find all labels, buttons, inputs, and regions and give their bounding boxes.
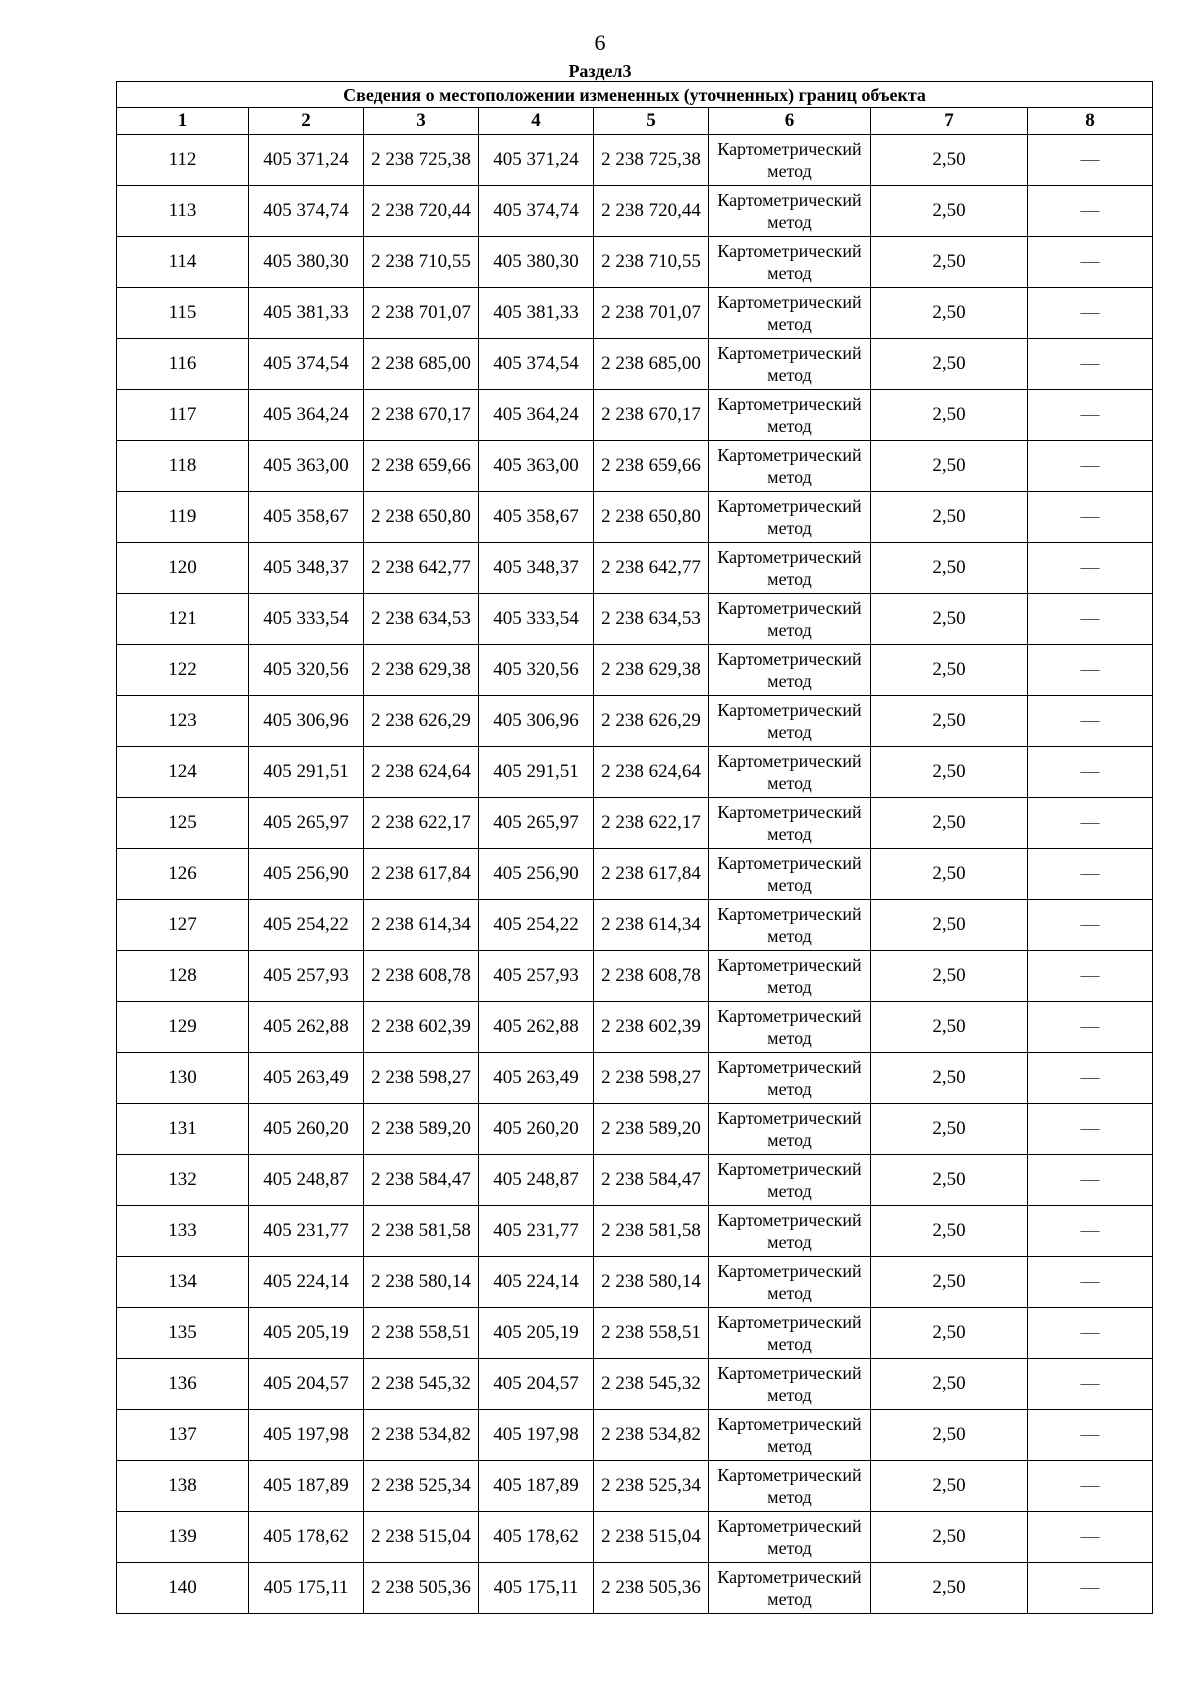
x-refined-cell: 405 364,24 — [479, 390, 594, 441]
table-row — [117, 696, 1153, 747]
accuracy-cell: 2,50 — [871, 543, 1028, 594]
method-cell: Картометрический метод — [709, 1053, 871, 1104]
point-number-cell: 123 — [117, 696, 249, 747]
y-refined-cell: 2 238 624,64 — [594, 747, 709, 798]
column-header: 6 — [709, 108, 871, 135]
method-cell: Картометрический метод — [709, 645, 871, 696]
accuracy-cell: 2,50 — [871, 1359, 1028, 1410]
y-refined-cell: 2 238 581,58 — [594, 1206, 709, 1257]
y-existing-cell: 2 238 650,80 — [364, 492, 479, 543]
x-existing-cell: 405 320,56 — [249, 645, 364, 696]
method-cell: Картометрический метод — [709, 900, 871, 951]
method-cell: Картометрический метод — [709, 1257, 871, 1308]
x-existing-cell: 405 371,24 — [249, 135, 364, 186]
point-number-cell: 135 — [117, 1308, 249, 1359]
method-cell: Картометрический метод — [709, 696, 871, 747]
point-number-cell: 138 — [117, 1461, 249, 1512]
x-existing-cell: 405 374,54 — [249, 339, 364, 390]
table-row — [117, 1461, 1153, 1512]
x-existing-cell: 405 256,90 — [249, 849, 364, 900]
method-cell: Картометрический метод — [709, 1410, 871, 1461]
column-header: 2 — [249, 108, 364, 135]
accuracy-cell: 2,50 — [871, 492, 1028, 543]
note-cell: — — [1028, 798, 1153, 849]
note-cell: — — [1028, 1410, 1153, 1461]
y-refined-cell: 2 238 710,55 — [594, 237, 709, 288]
x-existing-cell: 405 374,74 — [249, 186, 364, 237]
table-row — [117, 543, 1153, 594]
table-row — [117, 237, 1153, 288]
y-existing-cell: 2 238 589,20 — [364, 1104, 479, 1155]
accuracy-cell: 2,50 — [871, 696, 1028, 747]
table-row — [117, 747, 1153, 798]
x-existing-cell: 405 224,14 — [249, 1257, 364, 1308]
x-refined-cell: 405 178,62 — [479, 1512, 594, 1563]
table-row — [117, 1104, 1153, 1155]
x-existing-cell: 405 254,22 — [249, 900, 364, 951]
column-header: 7 — [871, 108, 1028, 135]
y-existing-cell: 2 238 626,29 — [364, 696, 479, 747]
accuracy-cell: 2,50 — [871, 1257, 1028, 1308]
method-cell: Картометрический метод — [709, 543, 871, 594]
x-existing-cell: 405 265,97 — [249, 798, 364, 849]
y-refined-cell: 2 238 629,38 — [594, 645, 709, 696]
note-cell: — — [1028, 1512, 1153, 1563]
note-cell: — — [1028, 1053, 1153, 1104]
y-existing-cell: 2 238 558,51 — [364, 1308, 479, 1359]
accuracy-cell: 2,50 — [871, 186, 1028, 237]
method-cell: Картометрический метод — [709, 237, 871, 288]
y-existing-cell: 2 238 515,04 — [364, 1512, 479, 1563]
y-existing-cell: 2 238 659,66 — [364, 441, 479, 492]
x-refined-cell: 405 187,89 — [479, 1461, 594, 1512]
point-number-cell: 139 — [117, 1512, 249, 1563]
y-existing-cell: 2 238 534,82 — [364, 1410, 479, 1461]
y-refined-cell: 2 238 602,39 — [594, 1002, 709, 1053]
column-header: 8 — [1028, 108, 1153, 135]
x-refined-cell: 405 263,49 — [479, 1053, 594, 1104]
method-cell: Картометрический метод — [709, 1104, 871, 1155]
method-cell: Картометрический метод — [709, 798, 871, 849]
table-row — [117, 1512, 1153, 1563]
note-cell: — — [1028, 900, 1153, 951]
x-refined-cell: 405 371,24 — [479, 135, 594, 186]
table-row — [117, 288, 1153, 339]
method-cell: Картометрический метод — [709, 1461, 871, 1512]
method-cell: Картометрический метод — [709, 594, 871, 645]
table-row — [117, 1053, 1153, 1104]
x-refined-cell: 405 262,88 — [479, 1002, 594, 1053]
x-refined-cell: 405 260,20 — [479, 1104, 594, 1155]
y-existing-cell: 2 238 505,36 — [364, 1563, 479, 1614]
accuracy-cell: 2,50 — [871, 900, 1028, 951]
point-number-cell: 120 — [117, 543, 249, 594]
accuracy-cell: 2,50 — [871, 1206, 1028, 1257]
point-number-cell: 116 — [117, 339, 249, 390]
x-existing-cell: 405 348,37 — [249, 543, 364, 594]
method-cell: Картометрический метод — [709, 1308, 871, 1359]
x-refined-cell: 405 204,57 — [479, 1359, 594, 1410]
x-existing-cell: 405 306,96 — [249, 696, 364, 747]
table-header-row — [117, 108, 1153, 135]
note-cell: — — [1028, 492, 1153, 543]
y-refined-cell: 2 238 659,66 — [594, 441, 709, 492]
x-existing-cell: 405 178,62 — [249, 1512, 364, 1563]
table-row — [117, 339, 1153, 390]
x-refined-cell: 405 175,11 — [479, 1563, 594, 1614]
method-cell: Картометрический метод — [709, 1002, 871, 1053]
y-refined-cell: 2 238 614,34 — [594, 900, 709, 951]
note-cell: — — [1028, 696, 1153, 747]
x-refined-cell: 405 248,87 — [479, 1155, 594, 1206]
y-refined-cell: 2 238 534,82 — [594, 1410, 709, 1461]
method-cell: Картометрический метод — [709, 186, 871, 237]
x-refined-cell: 405 381,33 — [479, 288, 594, 339]
y-refined-cell: 2 238 720,44 — [594, 186, 709, 237]
table-body — [117, 135, 1153, 1614]
table-row — [117, 1002, 1153, 1053]
accuracy-cell: 2,50 — [871, 1410, 1028, 1461]
method-cell: Картометрический метод — [709, 951, 871, 1002]
y-refined-cell: 2 238 685,00 — [594, 339, 709, 390]
note-cell: — — [1028, 1206, 1153, 1257]
note-cell: — — [1028, 1002, 1153, 1053]
accuracy-cell: 2,50 — [871, 747, 1028, 798]
accuracy-cell: 2,50 — [871, 237, 1028, 288]
accuracy-cell: 2,50 — [871, 1308, 1028, 1359]
accuracy-cell: 2,50 — [871, 135, 1028, 186]
y-existing-cell: 2 238 670,17 — [364, 390, 479, 441]
method-cell: Картометрический метод — [709, 849, 871, 900]
note-cell: — — [1028, 135, 1153, 186]
y-refined-cell: 2 238 642,77 — [594, 543, 709, 594]
x-existing-cell: 405 257,93 — [249, 951, 364, 1002]
y-refined-cell: 2 238 622,17 — [594, 798, 709, 849]
x-refined-cell: 405 363,00 — [479, 441, 594, 492]
point-number-cell: 134 — [117, 1257, 249, 1308]
point-number-cell: 117 — [117, 390, 249, 441]
y-refined-cell: 2 238 634,53 — [594, 594, 709, 645]
x-existing-cell: 405 263,49 — [249, 1053, 364, 1104]
table-row — [117, 1359, 1153, 1410]
point-number-cell: 140 — [117, 1563, 249, 1614]
point-number-cell: 128 — [117, 951, 249, 1002]
x-existing-cell: 405 380,30 — [249, 237, 364, 288]
y-existing-cell: 2 238 581,58 — [364, 1206, 479, 1257]
accuracy-cell: 2,50 — [871, 798, 1028, 849]
y-existing-cell: 2 238 720,44 — [364, 186, 479, 237]
table-row — [117, 900, 1153, 951]
point-number-cell: 130 — [117, 1053, 249, 1104]
table-caption: Сведения о местоположении измененных (уточненных) границ объекта — [117, 82, 1153, 108]
accuracy-cell: 2,50 — [871, 1563, 1028, 1614]
note-cell: — — [1028, 288, 1153, 339]
x-existing-cell: 405 358,67 — [249, 492, 364, 543]
method-cell: Картометрический метод — [709, 1206, 871, 1257]
table-row — [117, 492, 1153, 543]
x-existing-cell: 405 187,89 — [249, 1461, 364, 1512]
x-existing-cell: 405 262,88 — [249, 1002, 364, 1053]
y-existing-cell: 2 238 598,27 — [364, 1053, 479, 1104]
y-refined-cell: 2 238 589,20 — [594, 1104, 709, 1155]
y-refined-cell: 2 238 584,47 — [594, 1155, 709, 1206]
table-row — [117, 135, 1153, 186]
y-existing-cell: 2 238 617,84 — [364, 849, 479, 900]
note-cell: — — [1028, 849, 1153, 900]
point-number-cell: 131 — [117, 1104, 249, 1155]
method-cell: Картометрический метод — [709, 135, 871, 186]
note-cell: — — [1028, 186, 1153, 237]
note-cell: — — [1028, 594, 1153, 645]
note-cell: — — [1028, 1155, 1153, 1206]
table-row — [117, 441, 1153, 492]
table-caption-row — [117, 82, 1153, 108]
point-number-cell: 132 — [117, 1155, 249, 1206]
method-cell: Картометрический метод — [709, 390, 871, 441]
x-existing-cell: 405 231,77 — [249, 1206, 364, 1257]
x-existing-cell: 405 197,98 — [249, 1410, 364, 1461]
x-refined-cell: 405 254,22 — [479, 900, 594, 951]
accuracy-cell: 2,50 — [871, 1461, 1028, 1512]
y-existing-cell: 2 238 634,53 — [364, 594, 479, 645]
x-existing-cell: 405 260,20 — [249, 1104, 364, 1155]
boundary-coordinates-table — [116, 81, 1153, 1614]
y-refined-cell: 2 238 580,14 — [594, 1257, 709, 1308]
table-row — [117, 951, 1153, 1002]
point-number-cell: 124 — [117, 747, 249, 798]
x-existing-cell: 405 333,54 — [249, 594, 364, 645]
x-refined-cell: 405 374,74 — [479, 186, 594, 237]
point-number-cell: 126 — [117, 849, 249, 900]
note-cell: — — [1028, 1257, 1153, 1308]
page-number: 6 — [594, 30, 606, 55]
column-header: 3 — [364, 108, 479, 135]
point-number-cell: 137 — [117, 1410, 249, 1461]
y-existing-cell: 2 238 545,32 — [364, 1359, 479, 1410]
section-title: Раздел3 — [568, 61, 632, 81]
table-row — [117, 1410, 1153, 1461]
note-cell: — — [1028, 441, 1153, 492]
point-number-cell: 121 — [117, 594, 249, 645]
y-refined-cell: 2 238 608,78 — [594, 951, 709, 1002]
method-cell: Картометрический метод — [709, 492, 871, 543]
x-existing-cell: 405 291,51 — [249, 747, 364, 798]
point-number-cell: 112 — [117, 135, 249, 186]
x-refined-cell: 405 197,98 — [479, 1410, 594, 1461]
note-cell: — — [1028, 1104, 1153, 1155]
x-refined-cell: 405 333,54 — [479, 594, 594, 645]
point-number-cell: 118 — [117, 441, 249, 492]
x-refined-cell: 405 291,51 — [479, 747, 594, 798]
accuracy-cell: 2,50 — [871, 339, 1028, 390]
x-refined-cell: 405 306,96 — [479, 696, 594, 747]
y-existing-cell: 2 238 622,17 — [364, 798, 479, 849]
accuracy-cell: 2,50 — [871, 1512, 1028, 1563]
note-cell: — — [1028, 747, 1153, 798]
method-cell: Картометрический метод — [709, 1155, 871, 1206]
column-header: 5 — [594, 108, 709, 135]
table-row — [117, 1206, 1153, 1257]
note-cell: — — [1028, 339, 1153, 390]
y-refined-cell: 2 238 701,07 — [594, 288, 709, 339]
column-header: 1 — [117, 108, 249, 135]
y-refined-cell: 2 238 725,38 — [594, 135, 709, 186]
x-refined-cell: 405 320,56 — [479, 645, 594, 696]
method-cell: Картометрический метод — [709, 1563, 871, 1614]
note-cell: — — [1028, 1563, 1153, 1614]
accuracy-cell: 2,50 — [871, 288, 1028, 339]
point-number-cell: 114 — [117, 237, 249, 288]
method-cell: Картометрический метод — [709, 1359, 871, 1410]
x-existing-cell: 405 364,24 — [249, 390, 364, 441]
x-refined-cell: 405 374,54 — [479, 339, 594, 390]
table-row — [117, 645, 1153, 696]
x-existing-cell: 405 205,19 — [249, 1308, 364, 1359]
y-refined-cell: 2 238 598,27 — [594, 1053, 709, 1104]
x-refined-cell: 405 380,30 — [479, 237, 594, 288]
y-existing-cell: 2 238 642,77 — [364, 543, 479, 594]
table-row — [117, 1257, 1153, 1308]
x-existing-cell: 405 248,87 — [249, 1155, 364, 1206]
x-refined-cell: 405 231,77 — [479, 1206, 594, 1257]
y-existing-cell: 2 238 584,47 — [364, 1155, 479, 1206]
y-existing-cell: 2 238 685,00 — [364, 339, 479, 390]
x-existing-cell: 405 381,33 — [249, 288, 364, 339]
method-cell: Картометрический метод — [709, 288, 871, 339]
y-refined-cell: 2 238 505,36 — [594, 1563, 709, 1614]
point-number-cell: 122 — [117, 645, 249, 696]
accuracy-cell: 2,50 — [871, 594, 1028, 645]
table-row — [117, 798, 1153, 849]
note-cell: — — [1028, 390, 1153, 441]
note-cell: — — [1028, 951, 1153, 1002]
method-cell: Картометрический метод — [709, 339, 871, 390]
note-cell: — — [1028, 645, 1153, 696]
point-number-cell: 113 — [117, 186, 249, 237]
table-row — [117, 1563, 1153, 1614]
x-refined-cell: 405 265,97 — [479, 798, 594, 849]
accuracy-cell: 2,50 — [871, 390, 1028, 441]
table-row — [117, 390, 1153, 441]
x-refined-cell: 405 256,90 — [479, 849, 594, 900]
y-existing-cell: 2 238 725,38 — [364, 135, 479, 186]
column-header: 4 — [479, 108, 594, 135]
table-row — [117, 1308, 1153, 1359]
y-existing-cell: 2 238 608,78 — [364, 951, 479, 1002]
x-existing-cell: 405 175,11 — [249, 1563, 364, 1614]
point-number-cell: 133 — [117, 1206, 249, 1257]
note-cell: — — [1028, 1308, 1153, 1359]
accuracy-cell: 2,50 — [871, 951, 1028, 1002]
accuracy-cell: 2,50 — [871, 1002, 1028, 1053]
y-existing-cell: 2 238 624,64 — [364, 747, 479, 798]
accuracy-cell: 2,50 — [871, 1104, 1028, 1155]
table-row — [117, 186, 1153, 237]
point-number-cell: 119 — [117, 492, 249, 543]
note-cell: — — [1028, 237, 1153, 288]
accuracy-cell: 2,50 — [871, 1155, 1028, 1206]
table-row — [117, 1155, 1153, 1206]
x-existing-cell: 405 363,00 — [249, 441, 364, 492]
y-refined-cell: 2 238 525,34 — [594, 1461, 709, 1512]
table-row — [117, 849, 1153, 900]
y-refined-cell: 2 238 670,17 — [594, 390, 709, 441]
note-cell: — — [1028, 1461, 1153, 1512]
point-number-cell: 136 — [117, 1359, 249, 1410]
table-row — [117, 594, 1153, 645]
y-existing-cell: 2 238 629,38 — [364, 645, 479, 696]
x-refined-cell: 405 205,19 — [479, 1308, 594, 1359]
note-cell: — — [1028, 543, 1153, 594]
point-number-cell: 129 — [117, 1002, 249, 1053]
method-cell: Картометрический метод — [709, 441, 871, 492]
method-cell: Картометрический метод — [709, 1512, 871, 1563]
accuracy-cell: 2,50 — [871, 1053, 1028, 1104]
y-refined-cell: 2 238 515,04 — [594, 1512, 709, 1563]
y-refined-cell: 2 238 626,29 — [594, 696, 709, 747]
accuracy-cell: 2,50 — [871, 645, 1028, 696]
x-refined-cell: 405 257,93 — [479, 951, 594, 1002]
method-cell: Картометрический метод — [709, 747, 871, 798]
x-refined-cell: 405 358,67 — [479, 492, 594, 543]
y-refined-cell: 2 238 650,80 — [594, 492, 709, 543]
y-refined-cell: 2 238 558,51 — [594, 1308, 709, 1359]
y-existing-cell: 2 238 614,34 — [364, 900, 479, 951]
point-number-cell: 125 — [117, 798, 249, 849]
y-existing-cell: 2 238 710,55 — [364, 237, 479, 288]
y-existing-cell: 2 238 580,14 — [364, 1257, 479, 1308]
accuracy-cell: 2,50 — [871, 441, 1028, 492]
y-existing-cell: 2 238 701,07 — [364, 288, 479, 339]
y-refined-cell: 2 238 617,84 — [594, 849, 709, 900]
x-existing-cell: 405 204,57 — [249, 1359, 364, 1410]
note-cell: — — [1028, 1359, 1153, 1410]
y-existing-cell: 2 238 602,39 — [364, 1002, 479, 1053]
y-existing-cell: 2 238 525,34 — [364, 1461, 479, 1512]
x-refined-cell: 405 348,37 — [479, 543, 594, 594]
x-refined-cell: 405 224,14 — [479, 1257, 594, 1308]
point-number-cell: 127 — [117, 900, 249, 951]
accuracy-cell: 2,50 — [871, 849, 1028, 900]
point-number-cell: 115 — [117, 288, 249, 339]
y-refined-cell: 2 238 545,32 — [594, 1359, 709, 1410]
